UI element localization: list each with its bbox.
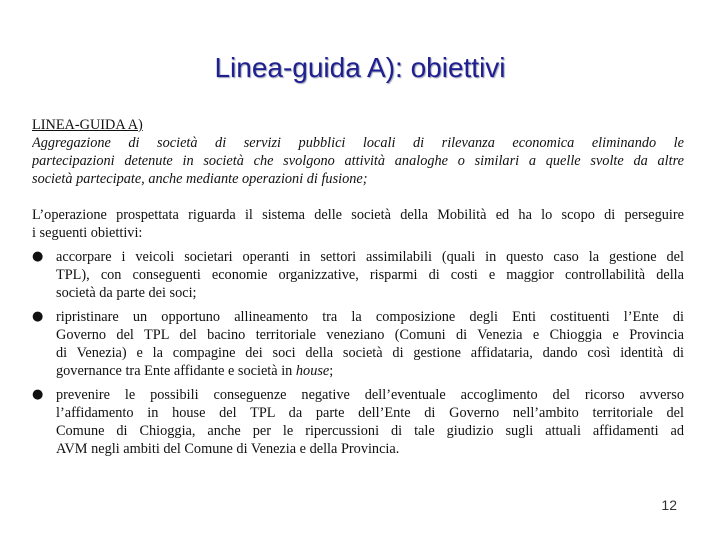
intro-line: Aggregazione di società di servizi pubblici locali di rilevanza economica eliminando le [32,135,684,151]
document-excerpt [32,116,684,458]
bullet-icon: ● [32,249,44,264]
bullet-icon: ● [32,387,44,402]
intro-line: partecipazioni detenute in società che svolgono attività analoghe o similari a quelle svolte da altre [32,153,684,169]
paragraph-line: L’operazione prospettata riguarda il sistema delle società della Mobilità ed ha lo scopo di perseguire [32,207,684,223]
bullet-line-text: governance tra Ente affidante e società in [56,363,296,379]
page-number: 12 [661,497,677,513]
intro-paragraph [32,134,684,188]
bullet-line: TPL), con conseguenti economie organizzative, risparmi di costi e maggior controllabilità della [56,267,684,283]
bullet-line: accorpare i veicoli societari operanti in settori assimilabili (quali in questo caso la gestione del [56,249,684,265]
bullet-line: ripristinare un opportuno allineamento tra la composizione degli Enti costituenti l’Ente di [56,309,684,325]
bullet-line: Comune di Chioggia, anche per le ripercussioni di tale giudizio sugli attuali affidamenti ad [56,423,684,439]
bullet-line: società da parte dei soci; [56,285,197,301]
bullet-line: di Venezia) e la compagine dei soci della società di gestione affidataria, dando così identità di [56,345,684,361]
bullet-line-end: ; [329,363,334,379]
bullet-line: Governo del TPL del bacino territoriale veneziano (Comuni di Venezia e Chioggia e Provincia [56,327,684,343]
bullet-line: l’affidamento in house del TPL da parte dell’Ente di Governo nell’ambito territoriale del [56,405,684,421]
italic-term: house [295,363,330,379]
intro-line: società partecipate, anche mediante operazioni di fusione; [32,171,368,187]
slide-title: Linea-guida A): obiettivi [214,52,506,83]
objective-list-item [32,248,684,302]
bullet-icon: ● [32,309,44,324]
bullet-line: AVM negli ambiti del Comune di Venezia e della Provincia. [56,441,400,457]
bullet-line-with-italic [56,362,684,380]
section-heading: LINEA-GUIDA A) [32,117,143,133]
objective-list-item [32,386,684,458]
bullet-line: prevenire le possibili conseguenze negative dell’eventuale accoglimento del ricorso avverso [56,387,684,403]
objective-list-item [32,308,684,380]
paragraph-line: i seguenti obiettivi: [32,225,143,241]
body-paragraph [32,206,684,242]
